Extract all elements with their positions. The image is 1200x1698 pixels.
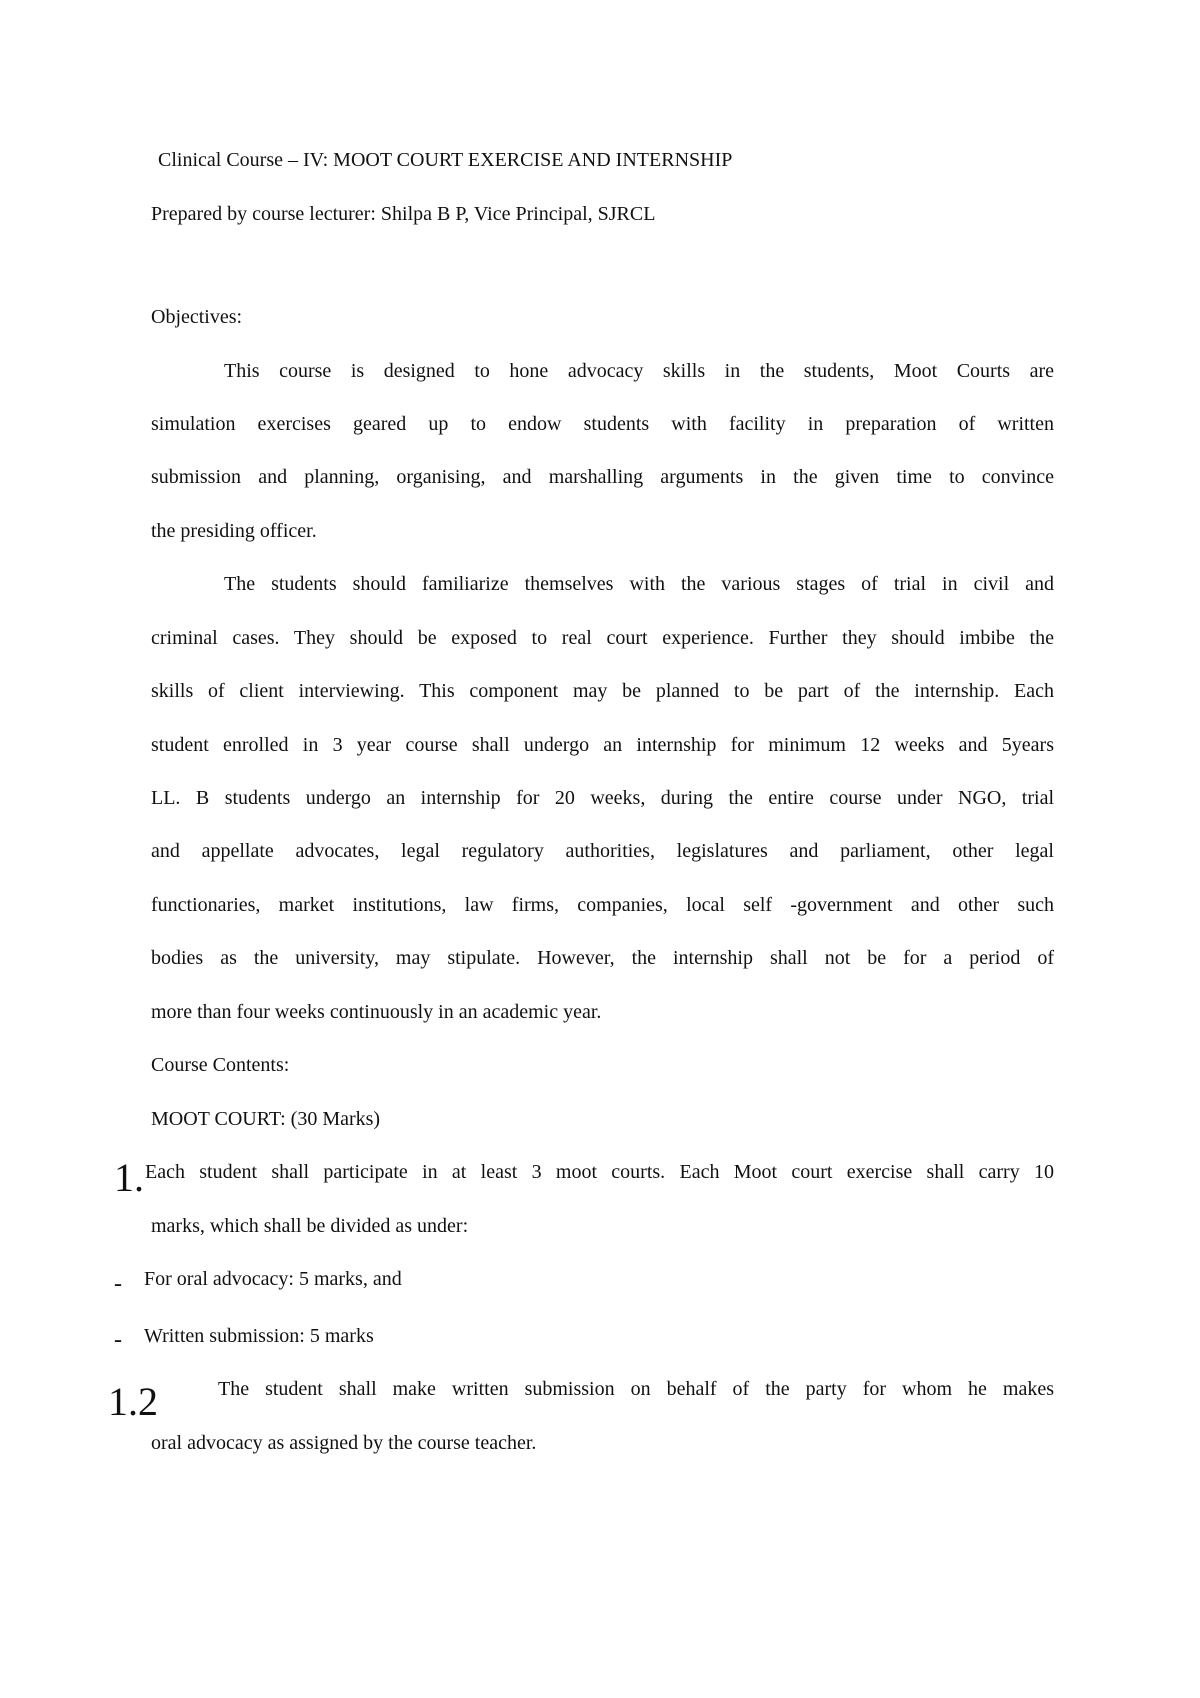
list-item-line: The student shall make written submission on behalf of the party for whom he makes	[218, 1378, 1054, 1400]
list-item-line: Each student shall participate in at least 3 moot courts. Each Moot court exercise shall carry 10	[145, 1161, 1054, 1183]
paragraph-line: more than four weeks continuously in an academic year.	[151, 1001, 602, 1023]
paragraph-line: and appellate advocates, legal regulatory authorities, legislatures and parliament, other legal	[151, 840, 1054, 862]
paragraph-line: bodies as the university, may stipulate. However, the internship shall not be for a period of	[151, 947, 1054, 969]
list-item-line: oral advocacy as assigned by the course teacher.	[151, 1432, 537, 1454]
paragraph-line: LL. B students undergo an internship for 20 weeks, during the entire course under NGO, trial	[151, 787, 1054, 809]
paragraph-line: functionaries, market institutions, law firms, companies, local self -government and other such	[151, 894, 1054, 916]
paragraph-line: the presiding officer.	[151, 520, 317, 542]
paragraph-line: submission and planning, organising, and marshalling arguments in the given time to convince	[151, 466, 1054, 488]
list-number: 1.	[114, 1155, 144, 1200]
moot-court-heading: MOOT COURT: (30 Marks)	[151, 1108, 381, 1130]
bullet-text: For oral advocacy: 5 marks, and	[144, 1268, 402, 1290]
list-number: 1.2	[108, 1379, 158, 1424]
paragraph-line: skills of client interviewing. This component may be planned to be part of the internship. Each	[151, 680, 1054, 702]
paragraph-line: The students should familiarize themselves with the various stages of trial in civil and	[224, 573, 1054, 595]
paragraph-line: criminal cases. They should be exposed to real court experience. Further they should imbibe the	[151, 627, 1054, 649]
objectives-heading: Objectives:	[151, 306, 243, 328]
bullet-marker: -	[114, 1327, 122, 1353]
paragraph-line: student enrolled in 3 year course shall undergo an internship for minimum 12 weeks and 5years	[151, 734, 1054, 756]
bullet-text: Written submission: 5 marks	[144, 1325, 374, 1347]
bullet-marker: -	[114, 1271, 122, 1297]
paragraph-line: This course is designed to hone advocacy skills in the students, Moot Courts are	[224, 360, 1054, 382]
course-contents-heading: Course Contents:	[151, 1054, 290, 1076]
paragraph-line: simulation exercises geared up to endow students with facility in preparation of written	[151, 413, 1054, 435]
prepared-by: Prepared by course lecturer: Shilpa B P, Vice Principal, SJRCL	[151, 203, 656, 225]
document-title: Clinical Course – IV: MOOT COURT EXERCISE AND INTERNSHIP	[158, 149, 733, 171]
list-item-line: marks, which shall be divided as under:	[151, 1215, 469, 1237]
